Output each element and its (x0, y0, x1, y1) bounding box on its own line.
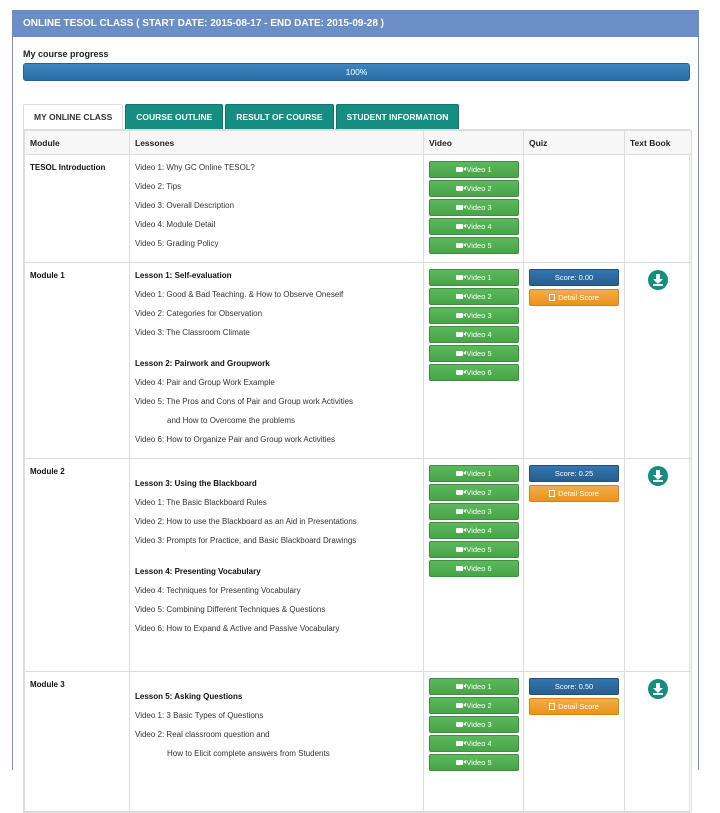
video-camera-icon (456, 351, 463, 356)
video-camera-icon (456, 509, 463, 514)
video-camera-icon (456, 370, 463, 375)
tab-my-online-class[interactable]: MY ONLINE CLASS (23, 104, 123, 130)
lessons-cell (130, 459, 424, 672)
module-name: Module 3 (25, 672, 130, 812)
video-button-label: Video 1 (466, 682, 492, 691)
table-row (25, 459, 692, 672)
video-title: Video 6: How to Organize Pair and Group work Activities (135, 435, 335, 444)
video-camera-icon (456, 684, 463, 689)
video-camera-icon (456, 224, 463, 229)
spacer (135, 553, 418, 565)
panel-title: ONLINE TESOL CLASS ( START DATE: 2015-08-17 - END DATE: 2015-09-28 ) (13, 11, 698, 37)
download-icon[interactable] (648, 466, 668, 486)
video-title: Video 6: How to Expand & Active and Passive Vocabulary (135, 624, 340, 633)
video-camera-icon (456, 547, 463, 552)
video-button[interactable] (429, 465, 519, 482)
lesson-list (135, 161, 418, 256)
video-camera-icon (456, 722, 463, 727)
video-button[interactable] (429, 307, 519, 324)
class-table (24, 130, 692, 812)
video-camera-icon (456, 167, 463, 172)
download-icon[interactable] (648, 270, 668, 290)
video-camera-icon (456, 760, 463, 765)
textbook-cell (625, 155, 692, 263)
video-title: Video 5: Grading Policy (135, 239, 219, 248)
textbook-cell (625, 263, 692, 459)
lesson-title: Lesson 1: Self-evaluation (135, 271, 232, 280)
video-button-label: Video 1 (466, 273, 492, 282)
score-button[interactable]: Score: 0.50 (529, 678, 619, 695)
video-button[interactable] (429, 199, 519, 216)
spacer (135, 678, 418, 690)
progress-fill: 100% (24, 64, 689, 80)
video-cell (424, 459, 524, 672)
video-camera-icon (456, 294, 463, 299)
video-button[interactable] (429, 503, 519, 520)
video-title: Video 1: Why GC Online TESOL? (135, 163, 255, 172)
video-button-label: Video 4 (466, 330, 492, 339)
video-camera-icon (456, 332, 463, 337)
video-button[interactable] (429, 522, 519, 539)
lesson-title: Lesson 4: Presenting Vocabulary (135, 567, 261, 576)
video-title: Video 1: The Basic Blackboard Rules (135, 498, 267, 507)
column-header: Module (25, 131, 130, 155)
video-title: Video 2: Tips (135, 182, 182, 191)
video-button-label: Video 3 (466, 720, 492, 729)
video-cell (424, 155, 524, 263)
video-camera-icon (456, 741, 463, 746)
lesson-list (135, 465, 418, 641)
detail-score-button[interactable] (529, 698, 619, 715)
video-button-label: Video 5 (466, 241, 492, 250)
table-row (25, 155, 692, 263)
module-name: Module 1 (25, 263, 130, 459)
video-camera-icon (456, 275, 463, 280)
video-title: Video 4: Pair and Group Work Example (135, 378, 275, 387)
video-button[interactable] (429, 754, 519, 771)
video-button-label: Video 3 (466, 311, 492, 320)
video-title: Video 1: Good & Bad Teaching. & How to Observe Oneself (135, 290, 344, 299)
table-header-row (25, 131, 692, 155)
video-title: Video 5: Combining Different Techniques & Questions (135, 605, 326, 614)
textbook-cell (625, 459, 692, 672)
document-icon (549, 703, 555, 710)
video-button-label: Video 5 (466, 545, 492, 554)
video-title: Video 4: Techniques for Presenting Vocabulary (135, 586, 301, 595)
video-button-label: Video 1 (466, 165, 492, 174)
module-name: TESOL Introduction (25, 155, 130, 263)
video-button-label: Video 4 (466, 739, 492, 748)
lessons-cell (130, 672, 424, 812)
video-title: How to Elicit complete answers from Students (167, 749, 330, 758)
video-camera-icon (456, 528, 463, 533)
video-button[interactable] (429, 237, 519, 254)
tab-result-of-course[interactable]: RESULT OF COURSE (225, 104, 333, 129)
column-header: Quiz (524, 131, 625, 155)
video-title: Video 2: Real classroom question and (135, 730, 270, 739)
video-title: and How to Overcome the problems (167, 416, 296, 425)
video-button[interactable] (429, 288, 519, 305)
tab-course-outline[interactable]: COURSE OUTLINE (125, 104, 223, 129)
video-button[interactable] (429, 218, 519, 235)
download-tray (653, 480, 663, 482)
spacer (135, 345, 418, 357)
video-title: Video 4: Module Detail (135, 220, 216, 229)
video-button[interactable] (429, 735, 519, 752)
video-title: Video 5: The Pros and Cons of Pair and Group work Activities (135, 397, 354, 406)
detail-score-button[interactable] (529, 289, 619, 306)
video-title: Video 3: The Classroom Climate (135, 328, 250, 337)
video-camera-icon (456, 243, 463, 248)
lesson-title: Lesson 2: Pairwork and Groupwork (135, 359, 270, 368)
video-button-label: Video 3 (466, 203, 492, 212)
video-button-label: Video 6 (466, 564, 492, 573)
video-title: Video 2: Categories for Observation (135, 309, 263, 318)
video-camera-icon (456, 471, 463, 476)
textbook-cell (625, 672, 692, 812)
video-button[interactable] (429, 541, 519, 558)
quiz-cell (524, 459, 625, 672)
lesson-title: Lesson 5: Asking Questions (135, 692, 243, 701)
video-button-label: Video 4 (466, 222, 492, 231)
video-title: Video 3: Overall Description (135, 201, 235, 210)
detail-score-button[interactable] (529, 485, 619, 502)
video-button-label: Video 6 (466, 368, 492, 377)
video-button[interactable] (429, 560, 519, 577)
download-tray (653, 284, 663, 286)
quiz-cell (524, 672, 625, 812)
document-icon (549, 490, 555, 497)
download-tray (653, 693, 663, 695)
video-button[interactable] (429, 161, 519, 178)
spacer (135, 465, 418, 477)
table-row (25, 672, 692, 812)
lesson-title: Lesson 3: Using the Blackboard (135, 479, 257, 488)
class-table-wrap (23, 129, 690, 813)
video-camera-icon (456, 566, 463, 571)
score-button[interactable]: Score: 0.25 (529, 465, 619, 482)
detail-score-label: Detail Score (558, 293, 599, 302)
detail-score-label: Detail Score (558, 702, 599, 711)
video-cell (424, 263, 524, 459)
column-header: Text Book (625, 131, 692, 155)
video-button-label: Video 5 (466, 349, 492, 358)
video-button[interactable] (429, 678, 519, 695)
video-camera-icon (456, 205, 463, 210)
video-button[interactable] (429, 716, 519, 733)
course-panel (12, 10, 699, 770)
tab-student-information[interactable]: STUDENT INFORMATION (336, 104, 460, 129)
lessons-cell (130, 155, 424, 263)
video-button-label: Video 4 (466, 526, 492, 535)
lesson-list (135, 269, 418, 452)
video-camera-icon (456, 703, 463, 708)
video-button[interactable] (429, 345, 519, 362)
video-camera-icon (456, 186, 463, 191)
video-title: Video 3: Prompts for Practice, and Basic Blackboard Drawings (135, 536, 357, 545)
video-camera-icon (456, 490, 463, 495)
video-button-label: Video 2 (466, 701, 492, 710)
video-button-label: Video 2 (466, 488, 492, 497)
video-button[interactable] (429, 180, 519, 197)
video-button[interactable] (429, 697, 519, 714)
video-button[interactable] (429, 269, 519, 286)
column-header: Lessones (130, 131, 424, 155)
progress-label: My course progress (23, 49, 109, 59)
video-title: Video 2: How to use the Blackboard as an Aid in Presentations (135, 517, 357, 526)
video-button-label: Video 5 (466, 758, 492, 767)
detail-score-label: Detail Score (558, 489, 599, 498)
tab-bar (23, 104, 461, 130)
document-icon (549, 294, 555, 301)
quiz-cell (524, 155, 625, 263)
video-cell (424, 672, 524, 812)
video-button-label: Video 2 (466, 292, 492, 301)
video-title: Video 1: 3 Basic Types of Questions (135, 711, 264, 720)
module-name: Module 2 (25, 459, 130, 672)
video-button[interactable] (429, 484, 519, 501)
video-button[interactable] (429, 326, 519, 343)
table-body (25, 155, 692, 812)
column-header: Video (424, 131, 524, 155)
quiz-cell (524, 263, 625, 459)
video-button[interactable] (429, 364, 519, 381)
lesson-list (135, 678, 418, 766)
video-button-label: Video 2 (466, 184, 492, 193)
score-button[interactable]: Score: 0.00 (529, 269, 619, 286)
download-icon[interactable] (648, 679, 668, 699)
progress-bar (23, 63, 690, 81)
video-button-label: Video 1 (466, 469, 492, 478)
video-button-label: Video 3 (466, 507, 492, 516)
table-row (25, 263, 692, 459)
video-camera-icon (456, 313, 463, 318)
lessons-cell (130, 263, 424, 459)
